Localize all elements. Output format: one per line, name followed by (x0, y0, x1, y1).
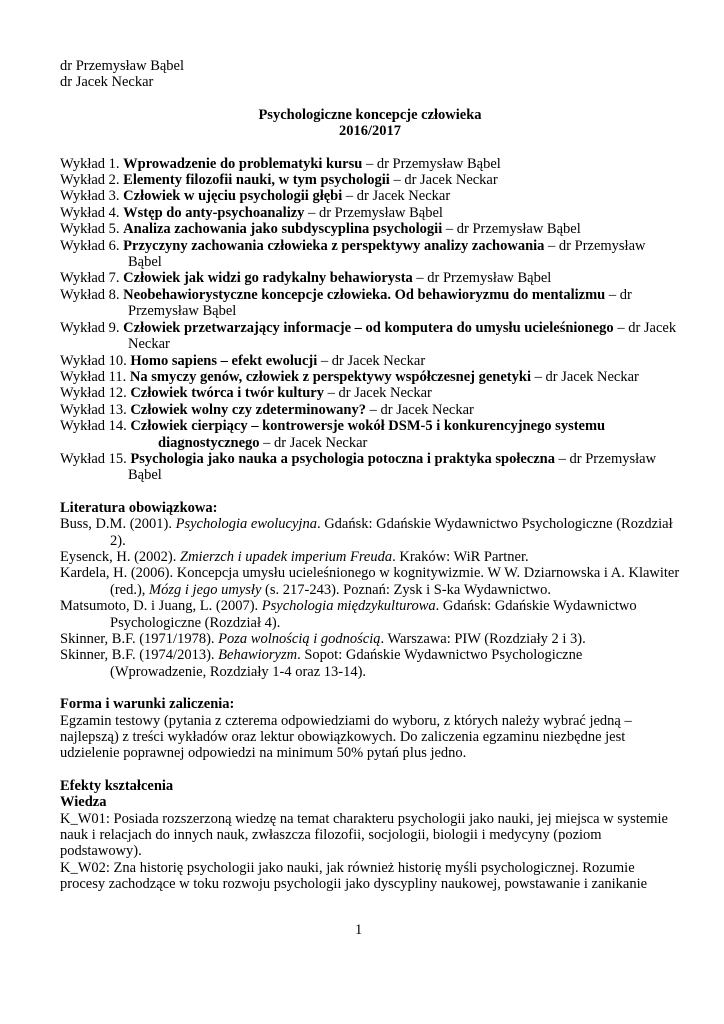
assessment-text: Egzamin testowy (pytania z czterema odpowiedziami do wyboru, z których należy wybrać jedną – najlepszą) z treści wykładów oraz lektur obowiązkowych. Do zaliczenia egzaminu niezbędne jest udzielenie poprawnej odpowiedzi na minimum 50% pytań plus jedno. (60, 712, 632, 762)
reference-item: Skinner, B.F. (1974/2013). Behawioryzm. Sopot: Gdańskie Wydawnictwo Psychologiczne (Wprowadzenie, Rozdziały 1-4 oraz 13-14). (60, 647, 583, 680)
author-1: dr Przemysław Bąbel (60, 58, 185, 74)
literature-heading: Literatura obowiązkowa: (60, 499, 218, 516)
lecture-item: Wykład 15. Psychologia jako nauka a psychologia potoczna i praktyka społeczna – dr Przemysław Bąbel (60, 450, 657, 484)
lecture-item: Wykład 2. Elementy filozofii nauki, w tym psychologii – dr Jacek Neckar (60, 172, 498, 189)
lecture-item: Wykład 9. Człowiek przetwarzający informacje – od komputera do umysłu ucieleśnionego – dr Jacek Neckar (60, 319, 677, 353)
outcomes-heading: Efekty kształcenia (60, 777, 174, 794)
lecture-item: Wykład 3. Człowiek w ujęciu psychologii głębi – dr Jacek Neckar (60, 188, 451, 205)
document-title (60, 107, 680, 140)
lecture-item: Wykład 8. Neobehawiorystyczne koncepcje człowieka. Od behawioryzmu do mentalizmu – dr Przemysław Bąbel (60, 286, 632, 320)
author-2: dr Jacek Neckar (60, 74, 154, 91)
lecture-list (60, 156, 680, 484)
lecture-item: Wykład 11. Na smyczy genów, człowiek z perspektywy współczesnej genetyki – dr Jacek Neckar (60, 368, 639, 385)
title-line-1: Psychologiczne koncepcje człowieka (258, 106, 482, 123)
lecture-item: Wykład 14. Człowiek cierpiący – kontrowersje wokół DSM-5 i konkurencyjnego systemu diagnostycznego – dr Jacek Neckar (60, 418, 606, 451)
reference-item: Matsumoto, D. i Juang, L. (2007). Psychologia międzykulturowa. Gdańsk: Gdańskie Wydawnictwo Psychologiczne (Rozdział 4). (60, 598, 637, 631)
lecture-item: Wykład 10. Homo sapiens – efekt ewolucji – dr Jacek Neckar (60, 352, 426, 369)
lecture-item: Wykład 12. Człowiek twórca i twór kultury – dr Jacek Neckar (60, 385, 432, 402)
reference-item: Buss, D.M. (2001). Psychologia ewolucyjna. Gdańsk: Gdańskie Wydawnictwo Psychologiczne (Rozdział 2). (60, 516, 673, 549)
page-number: 1 (355, 922, 363, 938)
lecture-item: Wykład 5. Analiza zachowania jako subdyscyplina psychologii – dr Przemysław Bąbel (60, 221, 581, 238)
lecture-item: Wykład 6. Przyczyny zachowania człowieka z perspektywy analizy zachowania – dr Przemysław Bąbel (60, 237, 646, 271)
lecture-item: Wykład 13. Człowiek wolny czy zdeterminowany? – dr Jacek Neckar (60, 401, 474, 418)
lecture-item: Wykład 7. Człowiek jak widzi go radykalny behawiorysta – dr Przemysław Bąbel (60, 270, 552, 287)
reference-item: Kardela, H. (2006). Koncepcja umysłu ucieleśnionego w kognitywizmie. W W. Dziarnowska i A. Klawiter (red.), Mózg i jego umysły (s. 217-243). Poznań: Zysk i S-ka Wydawnictwo. (60, 565, 680, 598)
outcomes-section (60, 778, 680, 893)
reference-item: Skinner, B.F. (1971/1978). Poza wolnością i godnością. Warszawa: PIW (Rozdziały 2 i 3). (60, 631, 586, 647)
authors-block (60, 58, 680, 91)
title-line-2: 2016/2017 (338, 123, 402, 140)
outcome-item: K_W01: Posiada rozszerzoną wiedzę na temat charakteru psychologii jako nauki, jej miejsca w systemie nauk i relacjach do innych nauk, zwłaszcza filozofii, socjologii, biologii i medycyny (poziom podstawowy). (60, 810, 668, 860)
lecture-item: Wykład 4. Wstęp do anty-psychoanalizy – dr Przemysław Bąbel (60, 204, 443, 221)
outcome-item: K_W02: Zna historię psychologii jako nauki, jak również historię myśli psychologicznej. Rozumie procesy zachodzące w toku rozwoju psychologii jako dyscypliny naukowej, powstawanie i zanikanie (60, 859, 648, 893)
reference-item: Eysenck, H. (2002). Zmierzch i upadek imperium Freuda. Kraków: WiR Partner. (60, 548, 529, 565)
assessment-heading: Forma i warunki zaliczenia: (60, 696, 235, 713)
assessment-section (60, 696, 680, 762)
literature-section (60, 500, 680, 680)
outcomes-subheading: Wiedza (60, 794, 107, 811)
document-page (60, 58, 680, 893)
lecture-item: Wykład 1. Wprowadzenie do problematyki kursu – dr Przemysław Bąbel (60, 155, 501, 172)
